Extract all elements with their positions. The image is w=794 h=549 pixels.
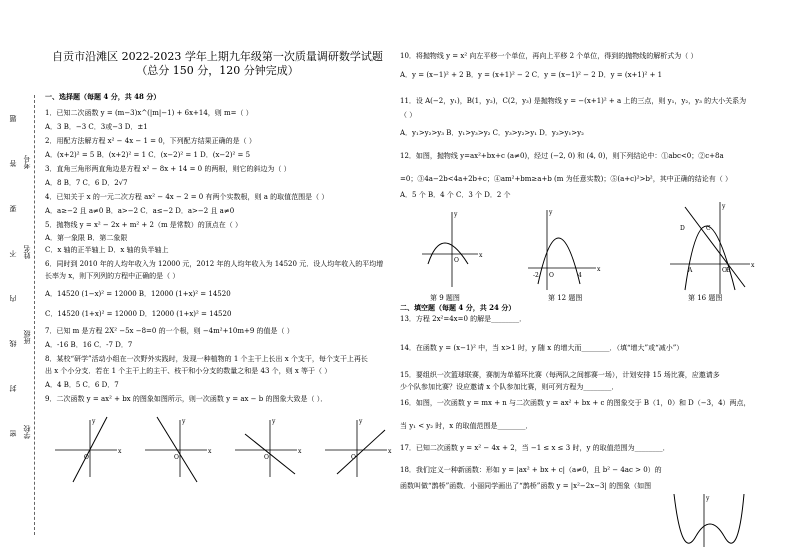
fig18-y-label: y (706, 495, 710, 502)
option-c-y-label: y (272, 418, 276, 425)
figure-16-caption: 第 16 题图 (688, 294, 723, 302)
fig16-point-c: C (706, 225, 711, 232)
question-12-line-1: 12．如图，抛物线 y=ax²+bx+c (a≠0)，经过 (−2, 0) 和 (4, 0)，则下列结论中：①abc<0；②c+8a (400, 152, 724, 160)
question-5-options-cd: C．x 轴的正半轴上 D．x 轴的负半轴上 (45, 246, 169, 254)
fig9-parabola (428, 243, 468, 264)
fig12-parabola (538, 238, 580, 284)
option-d-graph[interactable] (325, 418, 392, 477)
question-11-line-2: （ ） (400, 111, 417, 119)
option-b-y-label: y (182, 418, 186, 425)
figure-9 (422, 211, 483, 287)
fig18-curve-middle (696, 524, 724, 536)
question-1-options: A．3 B．−3 C．3或−3 D．±1 (45, 123, 148, 131)
option-d-y-label: y (359, 418, 363, 425)
question-11-line-1: 11．设 A(−2，y₁)，B(1，y₂)，C(2，y₃) 是抛物线 y = −(x+1)² + a 上的三点，则 y₁，y₂，y₃ 的大小关系为 (400, 97, 747, 105)
question-14: 14．在函数 y = (x−1)² 中，当 x>1 时，y 随 x 的增大而________．（填“增大”或“减小”） (400, 344, 684, 352)
fig16-y-label: y (722, 203, 726, 210)
fig16-point-d: D (680, 225, 685, 232)
fig16-parabola (685, 226, 735, 290)
option-a-graph[interactable] (55, 417, 122, 482)
question-3: 3．直角三角形两直角边是方程 x² − 8x + 14 = 0 的两根，则它的斜边为（ ） (45, 165, 291, 173)
question-6-options-ab: A．14520 (1−x)² = 12000 B．12000 (1+x)² = 14520 (45, 290, 231, 298)
option-a-x-label: x (118, 448, 122, 455)
fig16-origin-label: O (722, 267, 727, 274)
option-d-line (337, 430, 385, 474)
question-2-options: A．(x+2)² = 5 B．(x+2)² = 1 C．(x−2)² = 1 D．(x−2)² = 5 (45, 151, 251, 159)
fig12-four-label: 4 (578, 272, 582, 279)
fig9-origin-label: O (454, 257, 459, 264)
title-line-2: （总分 150 分，120 分钟完成） (136, 64, 299, 77)
option-c-graph[interactable] (235, 418, 302, 477)
school-field[interactable]: 学校 (23, 425, 31, 439)
question-1: 1．已知二次函数 y = (m−3)x^(|m|−1) + 6x+14，则 m=（ ） (45, 109, 253, 117)
figure-16 (670, 202, 755, 294)
class-field[interactable]: 班级 (23, 330, 31, 344)
question-16-line-1: 16．如图，一次函数 y = mx + n 与二次函数 y = ax² + bx + c 的图象交于 B（1，0）和 D（−3，4）两点， (400, 399, 751, 407)
fig12-x-label: x (597, 266, 601, 273)
fig18-curve-left (674, 494, 696, 543)
fig9-y-label: y (454, 211, 458, 218)
question-2: 2．用配方法解方程 x² − 4x − 1 = 0，下列配方结果正确的是（ ） (45, 137, 256, 145)
figures-row (400, 202, 790, 302)
option-b-line (157, 417, 197, 482)
fig16-point-a: A (688, 267, 693, 274)
right-column (400, 52, 790, 547)
section-two-heading: 二、填空题（每题 4 分，共 24 分） (400, 303, 516, 312)
question-5-options-ab: A．第一象限 B．第二象限 (45, 234, 128, 242)
fig18-curve-right (724, 494, 744, 543)
question-4-options: A．a≥−2 且 a≠0 B．a>−2 C．a≤−2 D．a>−2 且 a≠0 (45, 207, 235, 215)
question-7: 7．已知 m 是方程 2X² −5x −8=0 的一个根，则 −4m²+10m+9 的值是（ ） (45, 327, 294, 335)
question-8-line-2: 出 x 个小分支．若在 1 个主干上的主干、枝干和小分支的数量之和是 43 个，则 x 等于（ ） (45, 367, 332, 375)
fig9-x-label: x (479, 252, 483, 259)
figure-9-caption: 第 9 题图 (430, 294, 460, 302)
binding-margin (0, 95, 40, 545)
question-3-options: A．8 B．7 C．6 D．2√7 (45, 179, 128, 187)
question-17: 17．已知二次函数 y = x² − 4x + 2，当 −1 ≤ x ≤ 3 时，y 的取值范围为________． (400, 444, 670, 452)
question-7-options: A．-16 B．16 C．-7 D．7 (45, 341, 133, 349)
margin-char-yao: 要 (9, 205, 17, 212)
margin-char-bu: 不 (9, 250, 17, 257)
question-9: 9．二次函数 y = ax² + bx 的图象如图所示，则一次函数 y = ax − b 的图象大致是（ ）． (45, 395, 328, 403)
margin-char-mi: 密 (9, 430, 17, 437)
question-10-options: A．y = (x−1)² + 2 B．y = (x+1)² − 2 C．y = (x−1)² − 2 D．y = (x+1)² + 1 (400, 71, 663, 79)
fig16-line (685, 207, 745, 287)
option-c-x-label: x (298, 448, 302, 455)
name-field[interactable]: 姓名 (23, 245, 31, 259)
figure-12-caption: 第 12 题图 (548, 294, 583, 302)
exam-title (45, 50, 390, 78)
option-a-y-label: y (92, 418, 96, 425)
margin-char-da: 答 (9, 160, 17, 167)
question-4: 4．已知关于 x 的一元二次方程 ax² − 4x − 2 = 0 有两个实数根，则 a 的取值范围是（ ） (45, 193, 329, 201)
question-13: 13．方程 2x²=4x=0 的解是________． (400, 315, 527, 323)
margin-char-feng: 封 (9, 385, 17, 392)
question-6-line-2: 长率为 x，则下列列的方程中正确的是（ ） (45, 272, 180, 280)
margin-char-xian: 线 (9, 340, 17, 347)
option-d-x-label: x (388, 448, 392, 455)
fig12-neg2-label: -2 (533, 272, 539, 279)
question-12-line-2: =0；③4a−2b<4a+2b+c；④am²+bm≥a+b (m 为任意实数)；⑤(a+c)²>b²，其中正确的结论有（ ） (400, 175, 732, 183)
margin-char-ti: 题 (9, 115, 17, 122)
figure-18 (662, 492, 790, 547)
fig12-origin-label: O (549, 272, 554, 279)
figure-12 (528, 209, 601, 290)
question-18-line-1: 18．我们定义一种新函数：形如 y = |ax² + bx + c|（a≠0，且 b² − 4ac > 0）的 (400, 466, 662, 474)
fig12-y-label: y (549, 209, 553, 216)
question-8-options: A．4 B．5 C．6 D．7 (45, 381, 119, 389)
option-b-graph[interactable] (145, 417, 212, 482)
seal-line (34, 95, 35, 535)
question-6-options-cd: C．14520 (1+x)² = 12000 D．12000 (1+x)² = 14520 (45, 310, 232, 318)
option-c-origin-label: O (264, 454, 269, 461)
exam-number-field[interactable]: 考号 (23, 155, 31, 169)
question-9-option-graphs (45, 412, 395, 492)
question-15-line-1: 15．要组织一次篮球联赛，赛制为单循环比赛（每两队之间都赛一场），计划安排 15 场比赛，应邀请多 (400, 371, 720, 379)
title-line-1: 自贡市沿滩区 2022-2023 学年上期九年级第一次质量调研数学试题 (52, 50, 383, 63)
option-d-origin-label: O (351, 454, 356, 461)
margin-char-nei: 内 (9, 295, 17, 302)
fig16-point-b: B (726, 267, 731, 274)
question-16-line-2: 当 y₁ < y₂ 时，x 的取值范围是________． (400, 422, 533, 430)
section-one-heading: 一、选择题（每题 4 分，共 48 分） (45, 92, 161, 101)
question-10: 10．将抛物线 y = x² 向左平移一个单位，再向上平移 2 个单位，得到的抛物线的解析式为（ ） (400, 52, 698, 60)
question-12-options: A．5 个 B．4 个 C．3 个 D．2 个 (400, 191, 511, 199)
option-b-x-label: x (208, 448, 212, 455)
option-b-origin-label: O (174, 454, 179, 461)
left-column (45, 92, 395, 502)
question-6-line-1: 6．同时到 2010 年的人均年收入为 12000 元，2012 年的人均年收入为 14520 元．设人均年收入的平均增 (45, 260, 384, 268)
option-a-origin-label: O (84, 454, 89, 461)
question-18-line-2: 函数叫做“鹊桥”函数．小丽同学画出了“鹊桥”函数 y = |x²−2x−3| 的图象（如图 (400, 482, 652, 490)
question-15-line-2: 少个队参加比赛？设应邀请 x 个队参加比赛，则可列方程为________． (400, 383, 619, 391)
question-5: 5．抛物线 y = x² − 2x + m² + 2（m 是常数）的顶点在（ ） (45, 221, 243, 229)
question-8-line-1: 8．某校“研学”活动小组在一次野外实践时，发现一种植物的 1 个主干上长出 x 个支干，每个支干上再长 (45, 355, 368, 363)
question-11-options: A．y₁>y₂>y₃ B．y₁>y₃>y₂ C．y₃>y₂>y₁ D．y₃>y₁>y₂ (400, 129, 584, 137)
fig16-x-label: x (751, 262, 755, 269)
